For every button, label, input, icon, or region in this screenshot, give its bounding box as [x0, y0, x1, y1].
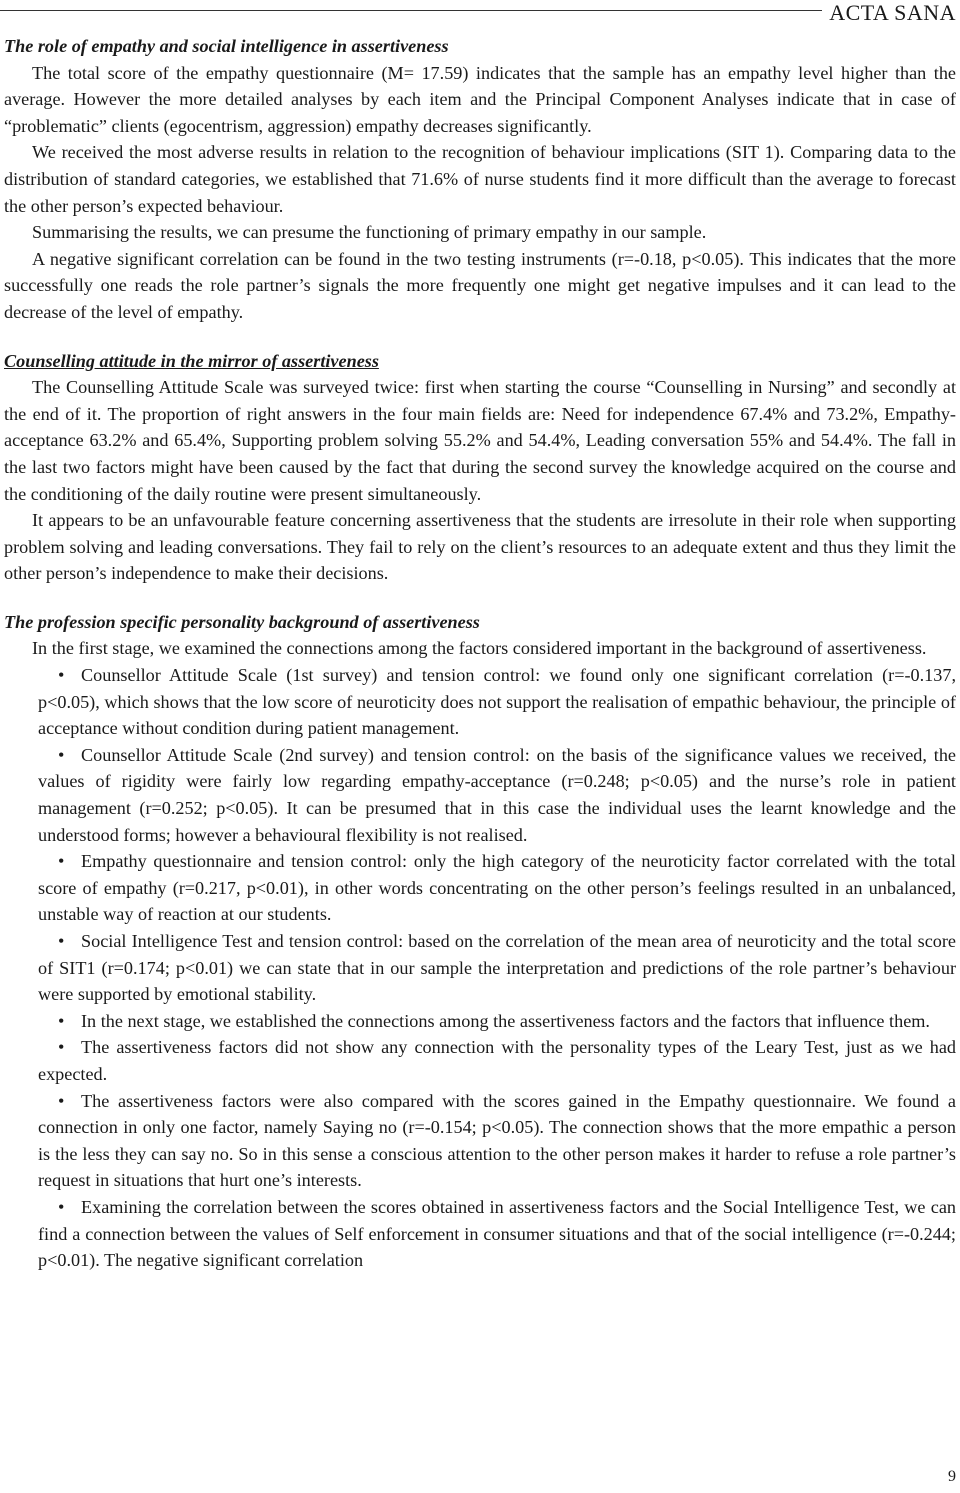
bullet-dot: •	[58, 851, 65, 872]
paragraph: It appears to be an unfavourable feature concerning assertiveness that the students are irresolute in their role when supporting problem solving and leading conversations. They fail to rely on the client’s resources to an adequate extent and thus they limit the other person’s independence to make their decisions.	[4, 510, 956, 584]
paragraph: In the first stage, we examined the connections among the factors considered important in the background of assertiveness.	[32, 638, 927, 659]
bullet-item: • Social Intelligence Test and tension control: based on the correlation of the mean area of neuroticity and the total score of SIT1 (r=0.174; p<0.01) we can state that in our sample the interpretation and predictions of the role partner’s behaviour were supported by emotional stability.	[4, 928, 956, 1008]
journal-name: ACTA SANA	[829, 0, 956, 25]
bullet-item: • In the next stage, we established the connections among the assertiveness factors and the factors that influence them.	[4, 1008, 956, 1035]
bullet-item: • The assertiveness factors were also compared with the scores gained in the Empathy questionnaire. We found a connection in only one factor, namely Saying no (r=-0.154; p<0.05). The connection shows that the more empathic a person is the less they can say no. So in this sense a conscious attention to the other person makes it harder to refuse a role partner’s request in situations that hurt one’s interests.	[4, 1088, 956, 1194]
bullet-item: • Examining the correlation between the scores obtained in assertiveness factors and the Social Intelligence Test, we can find a connection between the values of Self enforcement in consumer situations and that of the social intelligence (r=-0.244; p<0.01). The negative significant correlation	[4, 1194, 956, 1274]
bullet-item: • The assertiveness factors did not show any connection with the personality types of the Leary Test, just as we had expected.	[4, 1034, 956, 1087]
bullet-dot: •	[58, 665, 65, 686]
bullet-item: • Counsellor Attitude Scale (1st survey) and tension control: we found only one significant correlation (r=-0.137, p<0.05), which shows that the low score of neuroticity does not support the realisation of empathic behaviour, the principle of acceptance without condition during patient management.	[4, 662, 956, 742]
bullet-item: • Counsellor Attitude Scale (2nd survey) and tension control: on the basis of the significance values we received, the values of rigidity were fairly low regarding empathy-acceptance (r=0.248; p<0.05) and the nurse’s role in patient management (r=0.252; p<0.05). It can be presumed that in this case the individual uses the learnt knowledge and the understood forms; however a behavioural flexibility is not realised.	[4, 742, 956, 848]
paragraph: The Counselling Attitude Scale was surveyed twice: first when starting the course “Counselling in Nursing” and secondly at the end of it. The proportion of right answers in the four main fields are: Need for independence 67.4% and 73.2%, Empathy-acceptance 63.2% and 65.4%, Supporting problem solving 55.2% and 54.4%, Leading conversation 55% and 54.4%. The fall in the last two factors might have been caused by the fact that during the second survey the knowledge acquired on the course and the conditioning of the daily routine were present simultaneously.	[4, 377, 956, 504]
bullet-dot: •	[58, 1037, 65, 1058]
bullet-dot: •	[58, 1196, 65, 1217]
section-heading-counselling: Counselling attitude in the mirror of assertiveness	[4, 350, 379, 371]
header-rule	[0, 10, 822, 11]
section-heading-personality: The profession specific personality background of assertiveness	[4, 611, 480, 632]
paragraph: We received the most adverse results in relation to the recognition of behaviour implications (SIT 1). Comparing data to the distribution of standard categories, we established that 71.6% of nurse students find it more difficult than the average to forecast the other person’s expected behaviour.	[4, 142, 956, 216]
section-heading-empathy: The role of empathy and social intelligence in assertiveness	[4, 36, 449, 56]
bullet-item: • Empathy questionnaire and tension control: only the high category of the neuroticity factor correlated with the total score of empathy (r=0.217, p<0.01), in other words concentrating on the other person’s feelings resulted in an unbalanced, unstable way of reaction at our students.	[4, 848, 956, 928]
page-number: 9	[948, 1468, 956, 1485]
bullet-dot: •	[58, 931, 65, 951]
bullet-dot: •	[58, 744, 65, 765]
paragraph: A negative significant correlation can be found in the two testing instruments (r=-0.18, p<0.05). This indicates that the more successfully one reads the role partner’s signals the more frequently one might get negative impulses and it can lead to the decrease of the level of empathy.	[4, 248, 956, 322]
paragraph: Summarising the results, we can presume the functioning of primary empathy in our sample.	[32, 222, 707, 243]
bullet-dot: •	[58, 1090, 65, 1111]
bullet-dot: •	[58, 1010, 65, 1031]
paragraph: The total score of the empathy questionnaire (M= 17.59) indicates that the sample has an empathy level higher than the average. However the more detailed analyses by each item and the Principal Component Analyses indicate that in case of “problematic” clients (egocentrism, aggression) empathy decreases significantly.	[4, 62, 956, 136]
article-body	[4, 33, 956, 1274]
